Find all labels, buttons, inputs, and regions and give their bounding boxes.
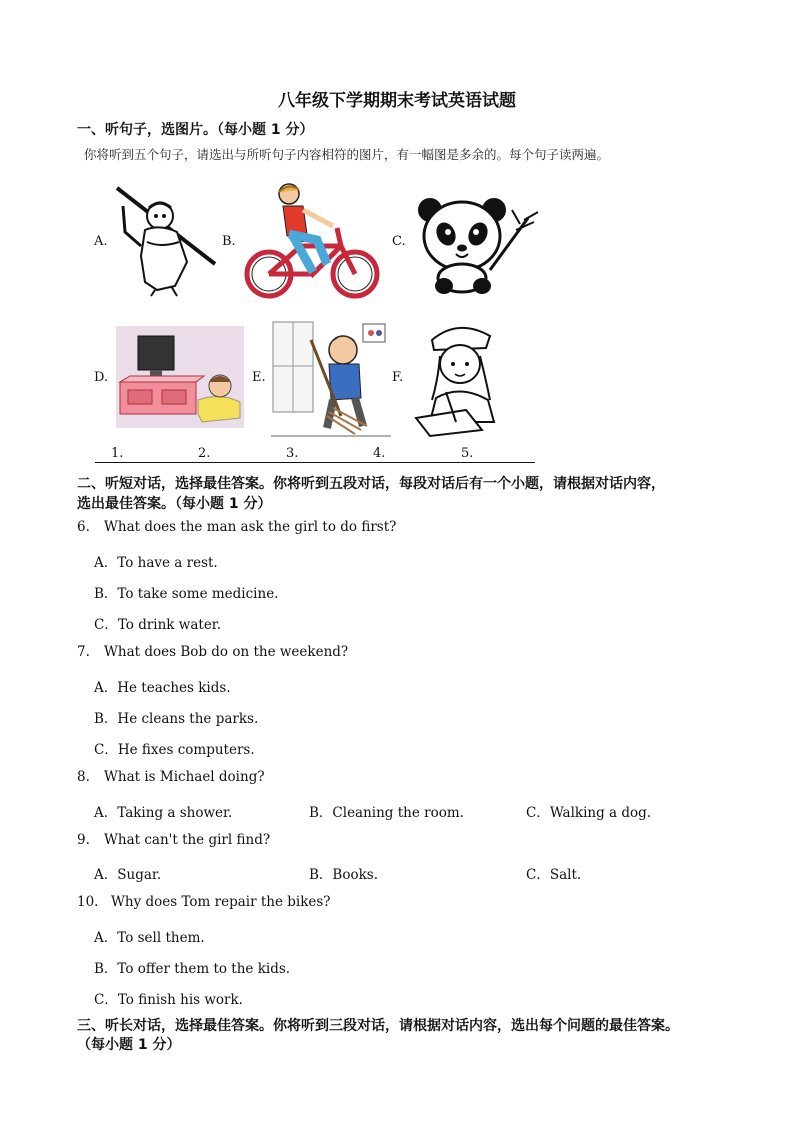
section1-instruction: 你将听到五个句子，请选出与所听句子内容相符的图片，有一幅图是多余的。每个句子读两遍。 — [84, 147, 610, 162]
question-number: 8. — [77, 769, 90, 785]
answer-option[interactable]: B．To offer them to the kids. — [94, 961, 291, 977]
picture-label-e: E. — [252, 370, 266, 385]
question-text: What does the man ask the girl to do first? — [104, 519, 397, 535]
picture-label-f: F. — [392, 370, 404, 385]
blank-5[interactable]: 5. — [461, 446, 474, 461]
answer-option[interactable]: A．To sell them. — [94, 930, 205, 946]
section2-heading-line2: 选出最佳答案。（每小题 1 分） — [77, 496, 272, 512]
question-text: What can't the girl find? — [104, 832, 271, 848]
blank-3[interactable]: 3. — [286, 446, 299, 461]
answer-option[interactable]: C．He fixes computers. — [94, 742, 255, 758]
blank-1[interactable]: 1. — [111, 446, 124, 461]
bicycle-rider-picture — [243, 182, 383, 302]
picture-label-b: B. — [222, 234, 236, 249]
writing-girl-picture — [410, 318, 510, 438]
watching-tv-picture — [116, 326, 244, 428]
answer-option[interactable]: B．He cleans the parks. — [94, 711, 259, 727]
answer-option[interactable]: A．He teaches kids. — [94, 680, 231, 696]
section3-heading-line2: （每小题 1 分） — [77, 1037, 181, 1053]
answer-option[interactable]: A．To have a rest. — [94, 555, 218, 571]
blank-4[interactable]: 4. — [373, 446, 386, 461]
question-number: 6. — [77, 519, 90, 535]
picture-label-a: A. — [94, 234, 108, 249]
question-number: 10. — [77, 894, 99, 910]
sweeping-boy-picture — [271, 320, 391, 438]
page-title: 八年级下学期期末考试英语试题 — [278, 91, 516, 111]
picture-label-c: C. — [392, 234, 406, 249]
section1-heading: 一、听句子，选图片。（每小题 1 分） — [77, 122, 314, 138]
question-text: What does Bob do on the weekend? — [104, 644, 349, 660]
answer-option[interactable]: C．Salt. — [526, 867, 582, 883]
panda-picture — [416, 190, 541, 295]
section2-heading-line1: 二、听短对话，选择最佳答案。你将听到五段对话，每段对话后有一个小题，请根据对话内容， — [77, 476, 665, 492]
question-text: Why does Tom repair the bikes? — [111, 894, 331, 910]
answer-option[interactable]: B．To take some medicine. — [94, 586, 279, 602]
blank-2[interactable]: 2. — [198, 446, 211, 461]
answer-blanks — [95, 446, 535, 463]
monkey-king-picture — [115, 186, 218, 298]
question-number: 7. — [77, 644, 90, 660]
picture-label-d: D. — [94, 370, 109, 385]
answer-option[interactable]: B．Books. — [309, 867, 378, 883]
question-number: 9. — [77, 832, 90, 848]
answer-option[interactable]: C．Walking a dog. — [526, 805, 652, 821]
answer-option[interactable]: A．Taking a shower. — [94, 805, 233, 821]
answer-option[interactable]: C．To drink water. — [94, 617, 222, 633]
question-text: What is Michael doing? — [104, 769, 265, 785]
section3-heading-line1: 三、听长对话，选择最佳答案。你将听到三段对话，请根据对话内容，选出每个问题的最佳答案。 — [77, 1018, 679, 1034]
answer-option[interactable]: C．To finish his work. — [94, 992, 243, 1008]
answer-option[interactable]: A．Sugar. — [94, 867, 162, 883]
answer-option[interactable]: B．Cleaning the room. — [309, 805, 464, 821]
